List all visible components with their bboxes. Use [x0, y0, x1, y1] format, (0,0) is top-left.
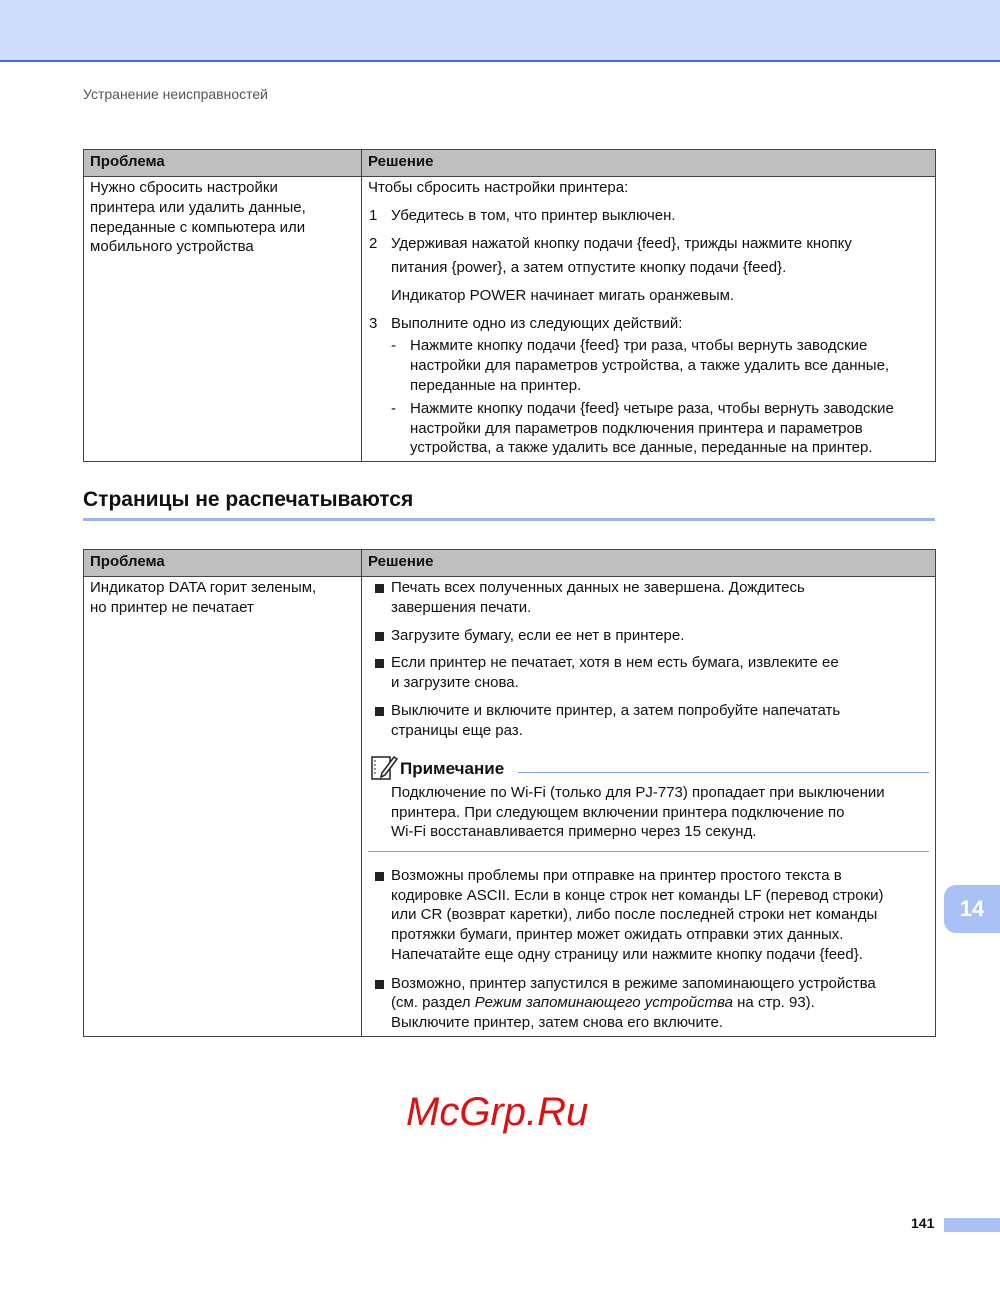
problem-text-line: Индикатор DATA горит зеленым, — [90, 579, 317, 596]
solution-text-line: настройки для параметров устройства, а также удалить все данные, — [410, 357, 890, 374]
bullet-icon — [375, 659, 384, 668]
header-solution: Решение — [368, 553, 434, 570]
table-header — [84, 550, 935, 577]
solution-text-line: переданные на принтер. — [410, 377, 582, 394]
bullet-icon — [375, 707, 384, 716]
bullet-icon — [375, 632, 384, 641]
solution-text-line: Wi-Fi восстанавливается примерно через 15 секунд. — [391, 823, 757, 840]
solution-text-line: или CR (возврат каретки), либо после последней строки нет команды — [391, 906, 878, 923]
chapter-tab: 14 — [944, 885, 1000, 933]
list-marker: - — [391, 337, 396, 354]
solution-text-line: и загрузите снова. — [391, 674, 519, 691]
solution-text-line: устройства, а также удалить все данные, переданные на принтер. — [410, 439, 873, 456]
solution-text-line: принтера. При следующем включении принтера подключение по — [391, 804, 845, 821]
header-problem: Проблема — [90, 153, 165, 170]
troubleshooting-table-no-print — [83, 549, 936, 1037]
solution-text-line: Возможно, принтер запустился в режиме запоминающего устройства — [391, 975, 876, 992]
solution-text-line: Удерживая нажатой кнопку подачи {feed}, трижды нажмите кнопку — [391, 235, 852, 252]
bullet-icon — [375, 980, 384, 989]
column-divider — [361, 550, 362, 1036]
solution-text-line: (см. раздел Режим запоминающего устройства на стр. 93). — [391, 994, 815, 1011]
solution-text-line: Нажмите кнопку подачи {feed} три раза, чтобы вернуть заводские — [410, 337, 868, 354]
solution-text-line: кодировке ASCII. Если в конце строк нет команды LF (перевод строки) — [391, 887, 884, 904]
note-title: Примечание — [400, 759, 505, 778]
note-rule-bottom — [368, 851, 929, 852]
solution-text-line: Напечатайте еще одну страницу или нажмите кнопку подачи {feed}. — [391, 946, 863, 963]
note-pencil-icon — [370, 753, 398, 781]
solution-text-line: Печать всех полученных данных не завершена. Дождитесь — [391, 579, 805, 596]
problem-text-line: но принтер не печатает — [90, 599, 254, 616]
header-solution: Решение — [368, 153, 434, 170]
solution-text-line: питания {power}, а затем отпустите кнопку подачи {feed}. — [391, 259, 787, 276]
solution-text-line: Убедитесь в том, что принтер выключен. — [391, 207, 676, 224]
solution-text-line: Индикатор POWER начинает мигать оранжевым. — [391, 287, 735, 304]
list-marker: - — [391, 400, 396, 417]
solution-text-line: Загрузите бумагу, если ее нет в принтере. — [391, 627, 685, 644]
solution-text-line: Чтобы сбросить настройки принтера: — [368, 179, 629, 196]
watermark: McGrp.Ru — [406, 1090, 589, 1134]
page-number: 141 — [911, 1215, 935, 1231]
bullet-icon — [375, 872, 384, 881]
troubleshooting-table-reset — [83, 149, 936, 462]
solution-text-line: Выключите принтер, затем снова его включите. — [391, 1014, 724, 1031]
list-marker: 1 — [369, 207, 378, 224]
solution-text-line: протяжки бумаги, принтер может ожидать отправки этих данных. — [391, 926, 844, 943]
solution-text-line: Выполните одно из следующих действий: — [391, 315, 683, 332]
page-number-bar — [944, 1218, 1000, 1232]
list-marker: 2 — [369, 235, 378, 252]
section-title: Страницы не распечатываются — [83, 488, 414, 511]
header-band — [0, 0, 1000, 62]
bullet-icon — [375, 584, 384, 593]
solution-text-line: Выключите и включите принтер, а затем попробуйте напечатать — [391, 702, 841, 719]
note-rule-top — [518, 772, 929, 773]
section-underline — [83, 518, 935, 521]
problem-text-line: Нужно сбросить настройки — [90, 179, 278, 196]
header-problem: Проблема — [90, 553, 165, 570]
solution-text-line: завершения печати. — [391, 599, 532, 616]
problem-text-line: принтера или удалить данные, — [90, 199, 306, 216]
solution-text-line: страницы еще раз. — [391, 722, 523, 739]
solution-text-line: Нажмите кнопку подачи {feed} четыре раза, чтобы вернуть заводские — [410, 400, 894, 417]
column-divider — [361, 150, 362, 461]
problem-text-line: переданные с компьютера или — [90, 219, 306, 236]
list-marker: 3 — [369, 315, 378, 332]
problem-text-line: мобильного устройства — [90, 238, 254, 255]
solution-text-line: Подключение по Wi-Fi (только для PJ-773) пропадает при выключении — [391, 784, 885, 801]
table-header — [84, 150, 935, 177]
solution-text-line: Возможны проблемы при отправке на принтер простого текста в — [391, 867, 842, 884]
solution-text-line: настройки для параметров подключения принтера и параметров — [410, 420, 863, 437]
solution-text-line: Если принтер не печатает, хотя в нем есть бумага, извлеките ее — [391, 654, 839, 671]
breadcrumb: Устранение неисправностей — [83, 86, 268, 102]
